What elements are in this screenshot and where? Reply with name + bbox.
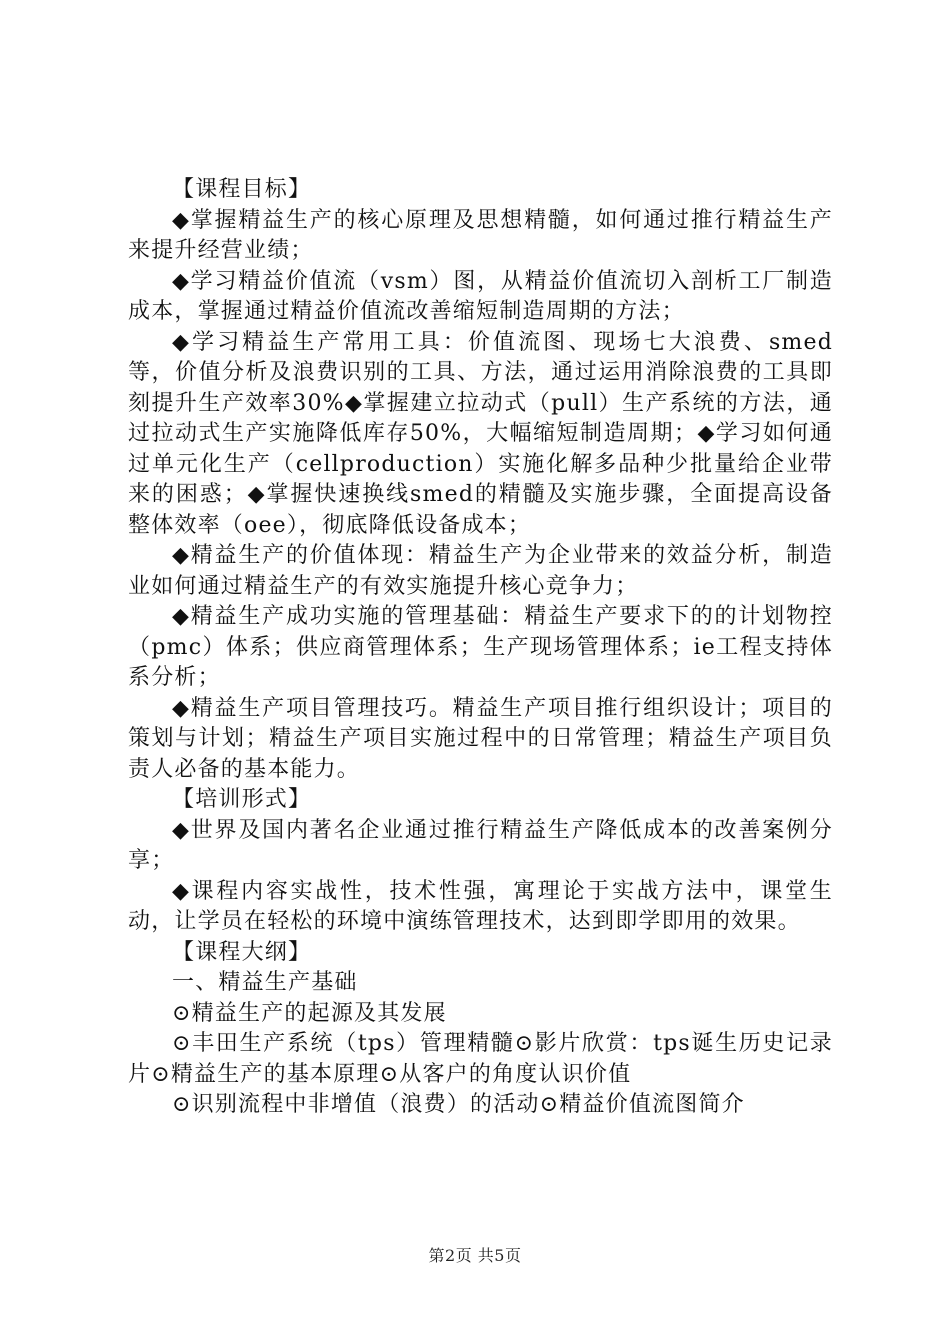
outline-part-one-title: 一、精益生产基础 <box>172 970 358 995</box>
format-item-practical: ◆课程内容实战性，技术性强，寓理论于实战方法中，课堂生动，让学员在轻松的环境中演练管理技术，达到即学即用的效果。 <box>128 878 833 934</box>
section-heading-training-format: 【培训形式】 <box>172 787 312 812</box>
outline-item-waste: ⊙识别流程中非增值（浪费）的活动⊙精益价值流图简介 <box>172 1092 745 1117</box>
goal-item-value-embodiment: ◆精益生产的价值体现：精益生产为企业带来的效益分析，制造业如何通过精益生产的有效实施提升核心竞争力； <box>128 543 833 599</box>
outline-item-tps: ⊙丰田生产系统（tps）管理精髓⊙影片欣赏：tps诞生历史记录片⊙精益生产的基本原理⊙从客户的角度认识价值 <box>128 1031 833 1087</box>
goal-item-tools: ◆学习精益生产常用工具：价值流图、现场七大浪费、smed等，价值分析及浪费识别的工具、方法，通过运用消除浪费的工具即刻提升生产效率30%◆掌握建立拉动式（pull）生产系统的方法，通过拉动式生产实施降低库存50%，大幅缩短制造周期；◆学习如何通过单元化生产（cellproduction）实施化解多品种少批量给企业带来的困惑；◆掌握快速换线smed的精髓及实施步骤，全面提高设备整体效率（oee），彻底降低设备成本； <box>128 329 833 538</box>
format-item-case-sharing: ◆世界及国内著名企业通过推行精益生产降低成本的改善案例分享； <box>128 817 833 873</box>
section-heading-course-goals: 【课程目标】 <box>172 177 312 202</box>
goal-item-management-basis: ◆精益生产成功实施的管理基础：精益生产要求下的的计划物控（pmc）体系；供应商管理体系；生产现场管理体系；ie工程支持体系分析； <box>128 604 833 690</box>
outline-item-origin: ⊙精益生产的起源及其发展 <box>172 1000 447 1026</box>
goal-item-project-management: ◆精益生产项目管理技巧。精益生产项目推行组织设计；项目的策划与计划；精益生产项目实施过程中的日常管理；精益生产项目负责人必备的基本能力。 <box>128 695 833 782</box>
goal-item-value-stream: ◆学习精益价值流（vsm）图，从精益价值流切入剖析工厂制造成本，掌握通过精益价值流改善缩短制造周期的方法； <box>128 268 833 324</box>
section-heading-course-outline: 【课程大纲】 <box>172 939 312 965</box>
goal-item-core-principles: ◆掌握精益生产的核心原理及思想精髓，如何通过推行精益生产来提升经营业绩； <box>128 207 833 263</box>
page-number-footer: 第2页 共5页 <box>428 1246 522 1265</box>
document-body <box>128 175 833 1121</box>
